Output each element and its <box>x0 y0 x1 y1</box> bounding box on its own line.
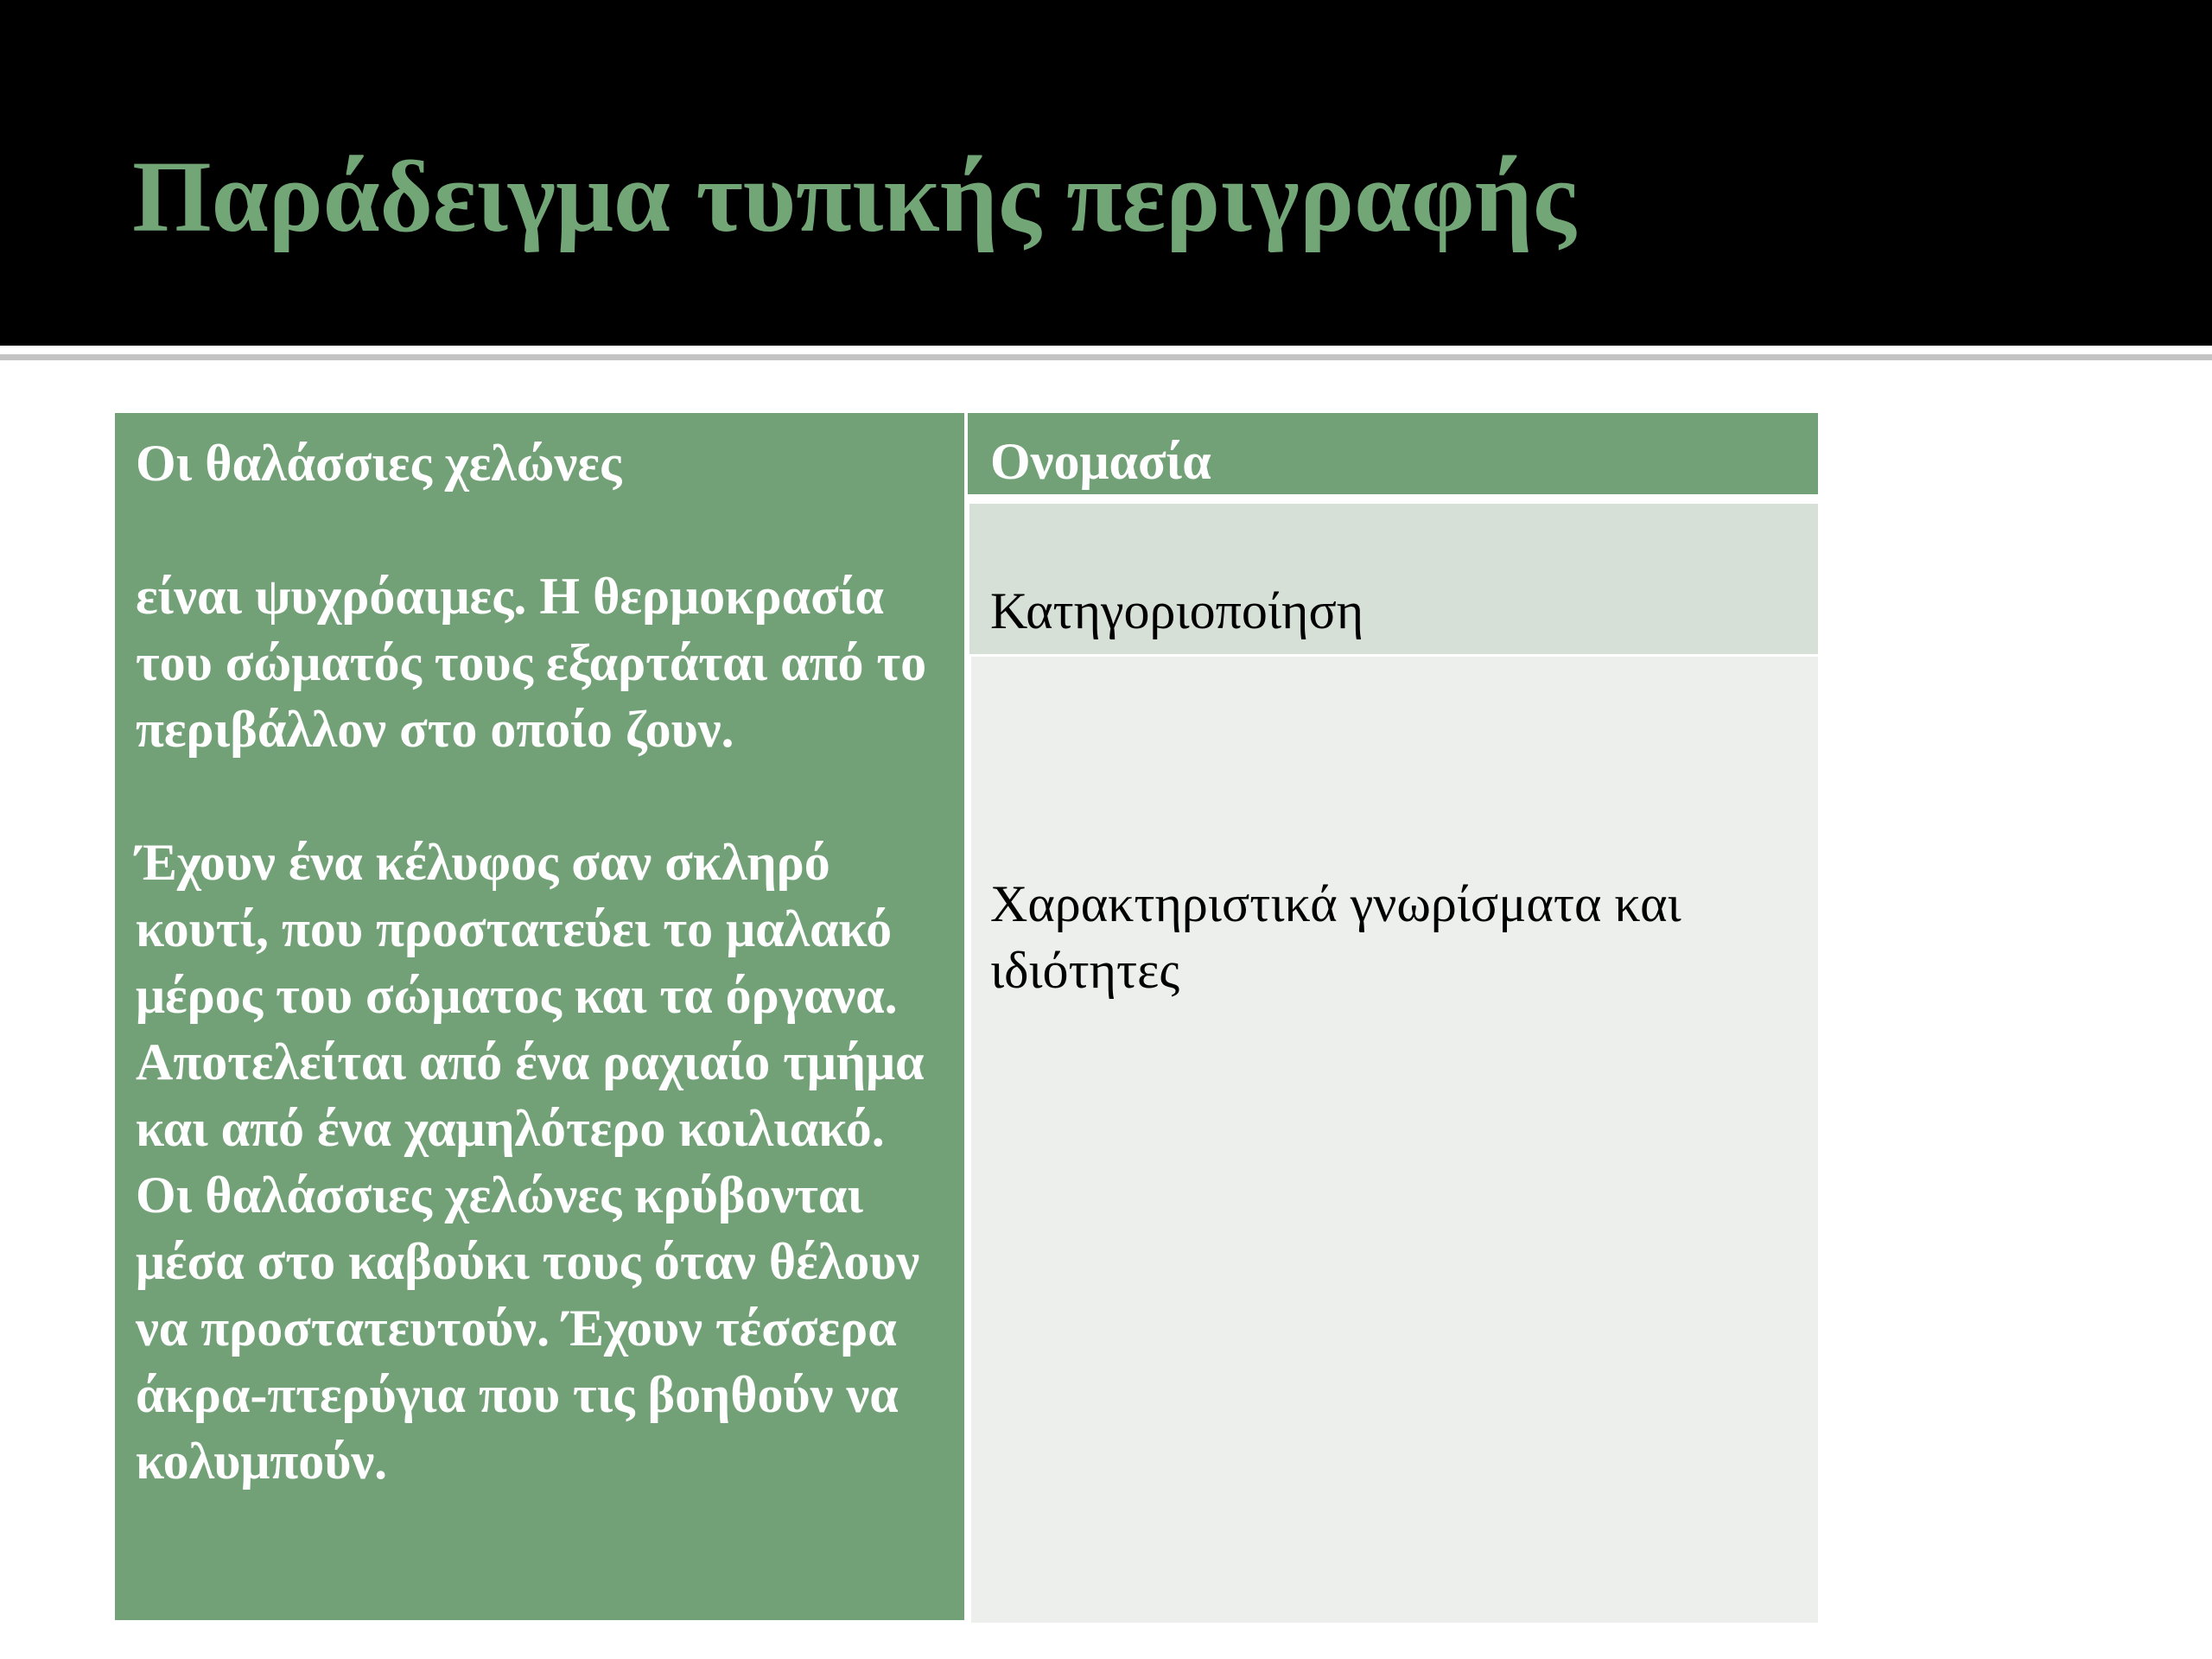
description-cell <box>115 413 964 1620</box>
title-divider <box>0 354 2212 360</box>
features-cell: Χαρακτηριστικά γνωρίσματα και ιδιότητες <box>971 657 1818 1623</box>
description-paragraph-1: είναι ψυχρόαιμες. Η θερμοκρασία του σώματός τους εξαρτάται από το περιβάλλον στο οποίο ζουν. <box>136 568 927 758</box>
description-paragraph-2: Έχουν ένα κέλυφος σαν σκληρό κουτί, που προστατεύει το μαλακό μέρος του σώματος και τα όργανα. Αποτελείται από ένα ραχιαίο τμήμα και από ένα χαμηλότερο κοιλιακό. Οι θαλάσσιες χελώνες κρύβονται μέσα στο καβούκι τους όταν θέλουν να προστατευτούν. Έχουν τέσσερα άκρα-πτερύγια που τις βοηθούν να κολυμπούν. <box>136 834 925 1490</box>
classification-cell: Κατηγοριοποίηση <box>969 504 1818 654</box>
naming-header-cell: Ονομασία <box>968 413 1818 494</box>
title-bar <box>0 0 2212 346</box>
description-heading: Οι θαλάσσιες χελώνες <box>136 435 622 492</box>
slide-title: Παράδειγμα τυπικής περιγραφής <box>132 140 1576 253</box>
